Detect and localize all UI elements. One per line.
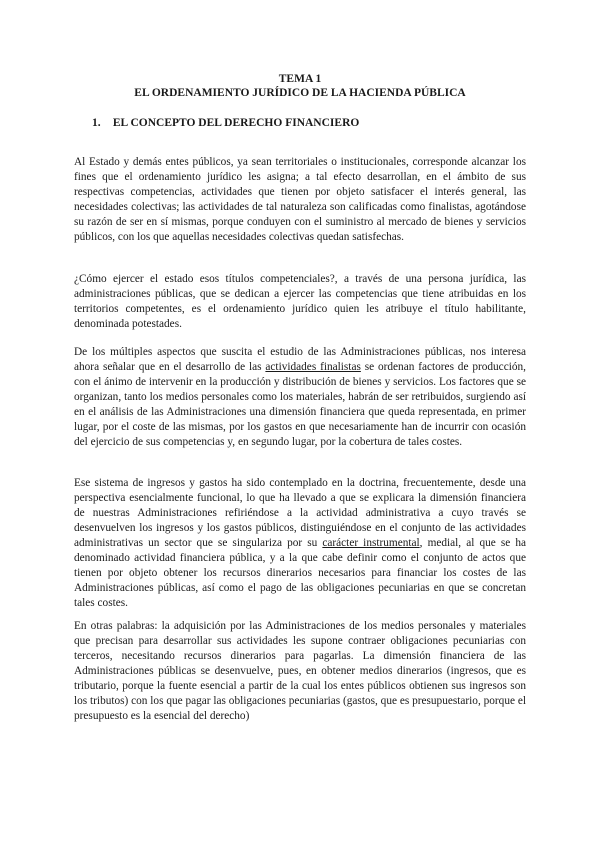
chapter-number: TEMA 1 — [278, 73, 322, 85]
underlined-term-actividades-finalistas: actividades finalistas — [265, 361, 361, 374]
underlined-term-caracter-instrumental: carácter instrumental — [322, 537, 420, 550]
paragraph-4-text-end: , medial, al que se ha denominado actividad financiera pública, y a la que cabe definir como el conjunto de actos que tienen por objeto obtener los recursos dinerarios necesarios para financiar los costes de las Administraciones públicas, así como el pago de las obligaciones pecuniarias en que se concretan tales costes. — [74, 537, 526, 610]
section-heading — [92, 116, 359, 130]
paragraph-2: ¿Cómo ejercer el estado esos títulos competenciales?, a través de una persona jurídica, las administraciones públicas, que se dedican a ejercer las competencias que tiene atribuidas en los territorios competentes, es el ordenamiento jurídico quien les atribuye el título habilitante, denominada potestades. — [74, 273, 526, 331]
paragraph-3 — [74, 345, 526, 450]
section-number: 1. — [92, 117, 101, 129]
paragraph-3-text-end: se ordenan factores de producción, con el ánimo de intervenir en la producción y distribución de bienes y servicios. Los factores que se organizan, tanto los medios personales como los materiales, habrán de ser retribuidos, surgiendo así en el análisis de las Administraciones una dimensión financiera que queda representada, en primer lugar, por el coste de las mismas, por los gastos en que necesariamente han de incurrir con ocasión del ejercicio de sus competencias y, en segundo lugar, por la cobertura de tales costes. — [74, 361, 526, 449]
paragraph-4-text-start: Ese sistema de ingresos y gastos ha sido contemplado en la doctrina, frecuentemente, desde una perspectiva esencialmente funcional, lo que ha llevado a que se explicara la dimensión financiera de nuestras Administraciones refiriéndose a la actividad administrativa a cuyo través se desenvuelven los ingresos y los gastos públicos, distinguiéndose en el conjunto de las actividades administrativas un sector que se singulariza por su — [74, 477, 526, 550]
paragraph-1: Al Estado y demás entes públicos, ya sean territoriales o institucionales, corresponde alcanzar los fines que el ordenamiento jurídico les asigna; a tal efecto desarrollan, en el ámbito de sus respectivas competencias, actividades que tienen por objeto satisfacer el interés general, las necesidades colectivas; las actividades de tal naturaleza son calificadas como finalistas, agotándose su razón de ser en sí mismas, porque conduyen con el suministro al mercado de bienes y servicios públicos, con los que aquellas necesidades colectivas quedan satisfechas. — [74, 156, 526, 244]
paragraph-5: En otras palabras: la adquisición por las Administraciones de los medios personales y materiales que precisan para desarrollar sus actividades les supone contraer obligaciones pecuniarias con terceros, necesitando recursos dinerarios para pagarlas. La dimensión financiera de las Administraciones públicas se desenvuelve, pues, en obtener medios dinerarios (ingresos, que es tributario, porque la fuente esencial a partir de la cual los entes públicos obtienen sus ingresos son los tributos) con los que pagar las obligaciones pecuniarias (gastos, que es presupuestario, porque el presupuesto es la esencial del derecho) — [74, 620, 526, 723]
paragraph-3-text-start: De los múltiples aspectos que suscita el estudio de las Administraciones públicas, nos interesa ahora señalar que en el desarrollo de las — [74, 346, 526, 374]
section-title: EL CONCEPTO DEL DERECHO FINANCIERO — [112, 117, 360, 129]
chapter-title: EL ORDENAMIENTO JURÍDICO DE LA HACIENDA PÚBLICA — [134, 87, 466, 99]
paragraph-4 — [74, 476, 526, 611]
